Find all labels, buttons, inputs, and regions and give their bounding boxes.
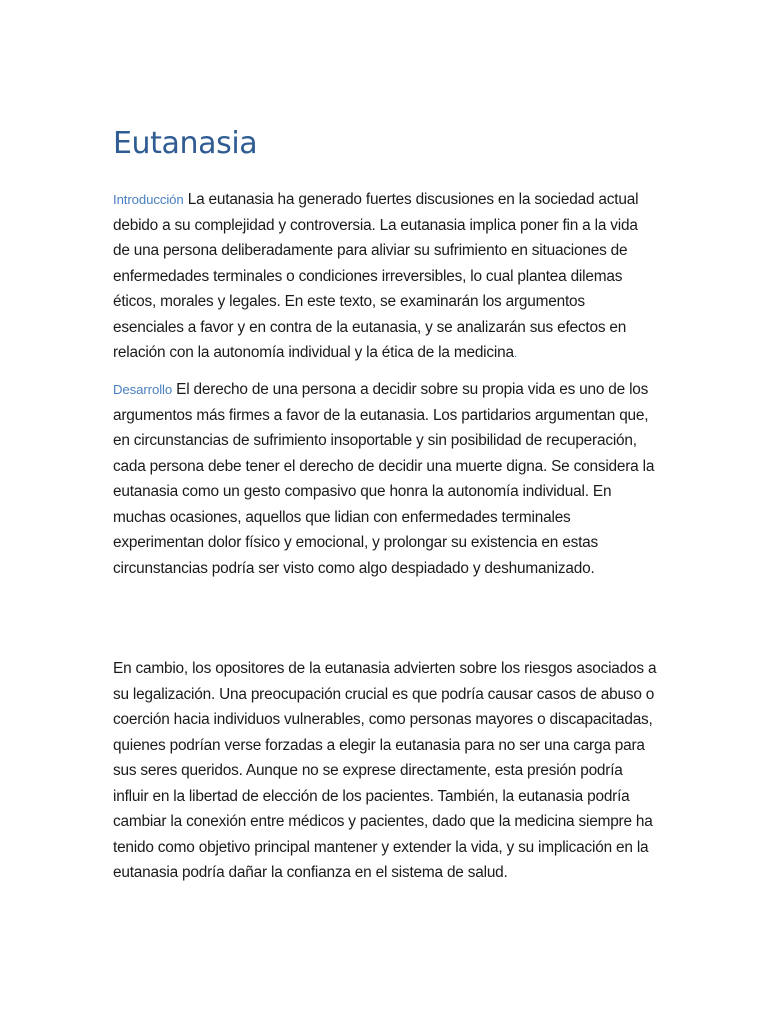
development-heading: Desarrollo: [113, 382, 173, 397]
development-paragraph: [113, 377, 658, 581]
intro-end-mark: .: [513, 346, 517, 360]
intro-paragraph: [113, 187, 658, 367]
intro-heading: Introducción: [113, 192, 184, 207]
document-title: Eutanasia: [113, 126, 258, 161]
counterargument-paragraph: En cambio, los opositores de la eutanasia advierten sobre los riesgos asociados a su legalización. Una preocupación crucial es que podría causar casos de abuso o coerción hacia individuos vulnerables, como personas mayores o discapacitadas, quienes podrían verse forzadas a elegir la eutanasia para no ser una carga para sus seres queridos. Aunque no se exprese directamente, esta presión podría influir en la libertad de elección de los pacientes. También, la eutanasia podría cambiar la conexión entre médicos y pacientes, dado que la medicina siempre ha tenido como objetivo principal mantener y extender la vida, y su implicación en la eutanasia podría dañar la confianza en el sistema de salud.: [113, 660, 657, 881]
development-text: El derecho de una persona a decidir sobre su propia vida es uno de los argumentos más firmes a favor de la eutanasia. Los partidarios argumentan que, en circunstancias de sufrimiento insoportable y sin posibilidad de recuperación, cada persona debe tener el derecho de decidir una muerte digna. Se considera la eutanasia como un gesto compasivo que honra la autonomía individual. En muchas ocasiones, aquellos que lidian con enfermedades terminales experimentan dolor físico y emocional, y prolongar su existencia en estas circunstancias podría ser visto como algo despiadado y deshumanizado.: [113, 381, 655, 577]
intro-text: La eutanasia ha generado fuertes discusiones en la sociedad actual debido a su complejidad y controversia. La eutanasia implica poner fin a la vida de una persona deliberadamente para aliviar su sufrimiento en situaciones de enfermedades terminales o condiciones irreversibles, lo cual plantea dilemas éticos, morales y legales. En este texto, se examinarán los argumentos esenciales a favor y en contra de la eutanasia, y se analizarán sus efectos en relación con la autonomía individual y la ética de la medicina: [113, 191, 639, 361]
